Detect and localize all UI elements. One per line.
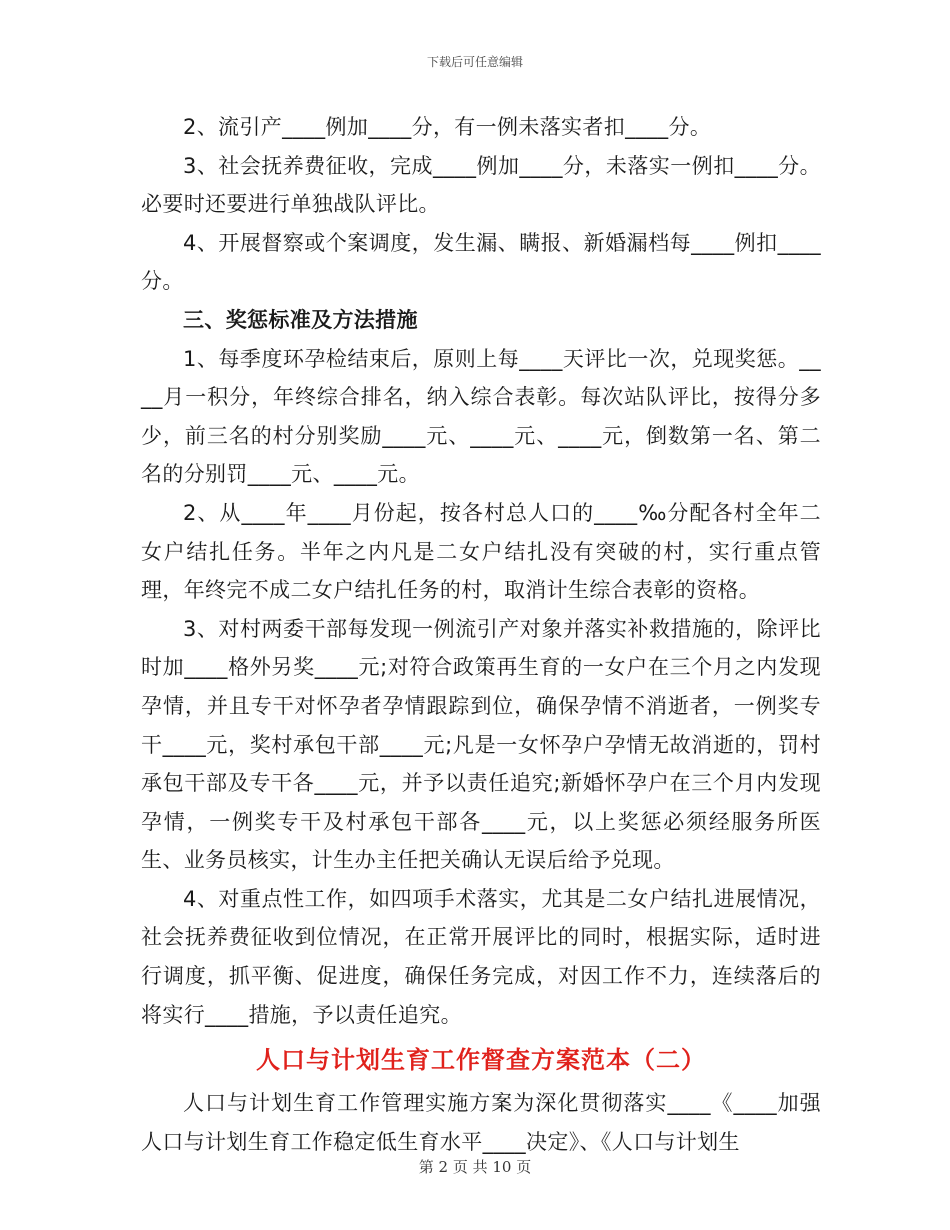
paragraph-reward-1: 1、每季度环孕检结束后，原则上每____天评比一次，兑现奖惩。____月一积分，年终综合排名，纳入综合表彰。每次站队评比，按得分多少，前三名的村分别奖励____元、____元、____元，倒数第一名、第二名的分别罚____元、____元。 [141, 346, 821, 487]
page-header: 下载后可任意编辑 [426, 55, 523, 69]
page-footer: 第 2 页 共 10 页 [418, 1158, 532, 1176]
paragraph-reward-3: 3、对村两委干部每发现一例流引产对象并落实补救措施的，除评比时加____格外另奖____元;对符合政策再生育的一女户在三个月之内发现孕情，并且专干对怀孕者孕情跟踪到位，确保孕情不消逝者，一例奖专干____元，奖村承包干部____元;凡是一女怀孕户孕情无故消逝的，罚村承包干部及专干各____元，并予以责任追究;新婚怀孕户在三个月内发现孕情，一例奖专干及村承包干部各____元，以上奖惩必须经服务所医生、业务员核实，计生办主任把关确认无误后给予兑现。 [141, 616, 821, 873]
paragraph-item-4: 4、开展督察或个案调度，发生漏、瞒报、新婚漏档每____例扣____分。 [141, 230, 821, 294]
paragraph-item-2: 2、流引产____例加____分，有一例未落实者扣____分。 [183, 115, 712, 139]
section-heading: 三、奖惩标准及方法措施 [183, 307, 418, 332]
paragraph-item-3: 3、社会抚养费征收，完成____例加____分，未落实一例扣____分。必要时还要进行单独战队评比。 [141, 153, 821, 217]
paragraph-reward-4: 4、对重点性工作，如四项手术落实，尤其是二女户结扎进展情况，社会抚养费征收到位情况，在正常开展评比的同时，根据实际，适时进行调度，抓平衡、促进度，确保任务完成，对因工作不力，连续落后的将实行____措施，予以责任追究。 [141, 886, 821, 1027]
paragraph-reward-2: 2、从____年____月份起，按各村总人口的____‰分配各村全年二女户结扎任务。半年之内凡是二女户结扎没有突破的村，实行重点管理，年终完不成二女户结扎任务的村，取消计生综合表彰的资格。 [141, 500, 821, 603]
paragraph-intro: 人口与计划生育工作管理实施方案为深化贯彻落实____《____加强人口与计划生育工作稳定低生育水平____决定》、《人口与计划生 [141, 1091, 821, 1154]
document-body [141, 108, 821, 1161]
document-title: 人口与计划生育工作督查方案范本（二） [256, 1046, 706, 1075]
